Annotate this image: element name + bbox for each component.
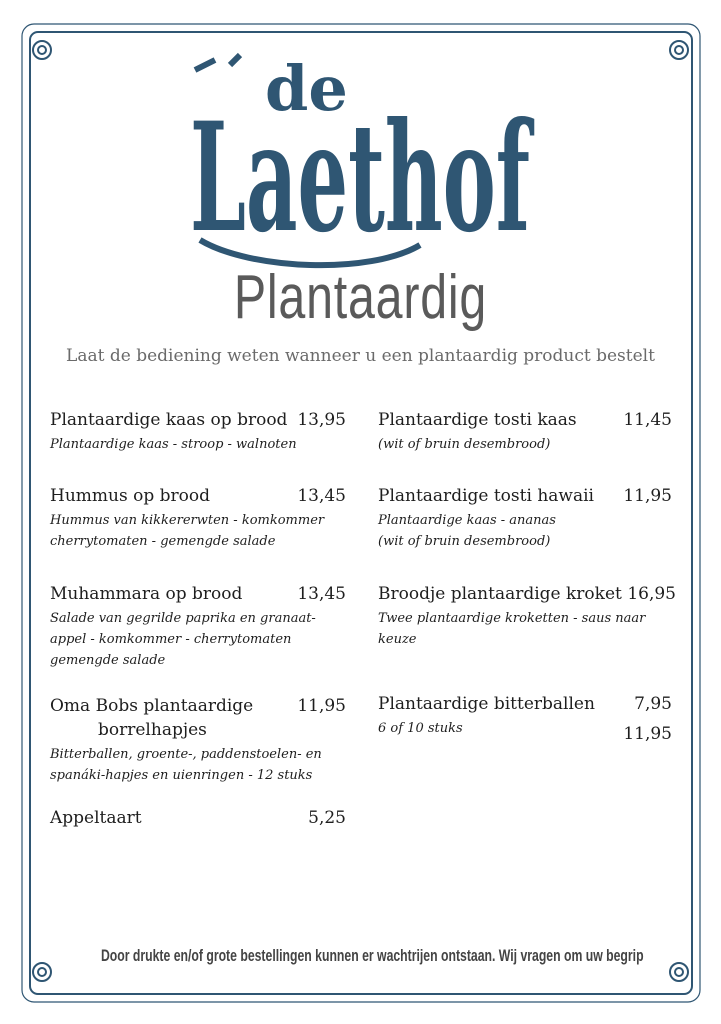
item-description: (wit of bruin desembrood) [378, 437, 551, 452]
item-description: appel - komkommer - cherrytomaten [50, 632, 292, 647]
item-price: 11,95 [623, 486, 672, 506]
item-description: Plantaardige kaas - ananas [378, 513, 556, 528]
item-description: keuze [378, 632, 417, 647]
item-price: 11,95 [297, 696, 346, 716]
menu-item-oma-bobs-borrelhapjes [50, 696, 346, 786]
menu-item-plantaardige-tosti-hawaii [378, 486, 672, 552]
laethof-logo [170, 40, 550, 270]
item-description: (wit of bruin desembrood) [378, 534, 551, 549]
menu-item-plantaardige-tosti-kaas [378, 410, 672, 455]
item-description: Bitterballen, groente-, paddenstoelen- en [50, 747, 322, 762]
item-description: cherrytomaten - gemengde salade [50, 534, 276, 549]
item-price: 13,45 [297, 584, 346, 604]
item-description: gemengde salade [50, 653, 166, 668]
item-price: 13,45 [297, 486, 346, 506]
item-description: 6 of 10 stuks [378, 721, 463, 736]
item-price: 13,95 [297, 410, 346, 430]
menu-item-plantaardige-kaas-op-brood [50, 410, 346, 455]
item-price: 16,95 [627, 584, 676, 604]
menu-item-plantaardige-bitterballen [378, 694, 672, 744]
menu-item-hummus-op-brood [50, 486, 346, 552]
item-name: Plantaardige kaas op brood [50, 410, 288, 430]
page-subtitle: Laat de bediening weten wanneer u een plantaardig product bestelt [66, 346, 655, 366]
menu-item-appeltaart [50, 808, 346, 832]
logo-name-text: Laethof [190, 90, 535, 266]
item-name: Plantaardige tosti hawaii [378, 486, 594, 506]
item-name: Muhammara op brood [50, 584, 243, 604]
item-name-continued: borrelhapjes [98, 720, 207, 740]
item-name: Plantaardige tosti kaas [378, 410, 577, 430]
item-description: Twee plantaardige kroketten - saus naar [378, 611, 646, 626]
item-description: spanáki-hapjes en uienringen - 12 stuks [50, 768, 313, 783]
menu-item-broodje-plantaardige-kroket [378, 584, 676, 650]
item-name: Plantaardige bitterballen [378, 694, 595, 714]
item-price: 11,45 [623, 410, 672, 430]
item-description: Salade van gegrilde paprika en granaat- [50, 611, 316, 626]
footer-notice: Door drukte en/of grote bestellingen kunnen er wachtrijen ontstaan. Wij vragen om uw begrip [100, 946, 644, 965]
item-price-large: 11,95 [623, 724, 672, 744]
item-name: Appeltaart [50, 808, 142, 828]
page-title: Plantaardig [233, 263, 488, 332]
item-price: 7,95 [634, 694, 672, 714]
item-name: Broodje plantaardige kroket [378, 584, 622, 604]
item-description: Hummus van kikkererwten - komkommer [50, 513, 325, 528]
item-description: Plantaardige kaas - stroop - walnoten [50, 437, 297, 452]
logo-de-text: de [265, 52, 348, 125]
menu-item-muhammara-op-brood [50, 584, 346, 671]
item-name: Oma Bobs plantaardige [50, 696, 254, 716]
item-name: Hummus op brood [50, 486, 210, 506]
item-price: 5,25 [308, 808, 346, 828]
